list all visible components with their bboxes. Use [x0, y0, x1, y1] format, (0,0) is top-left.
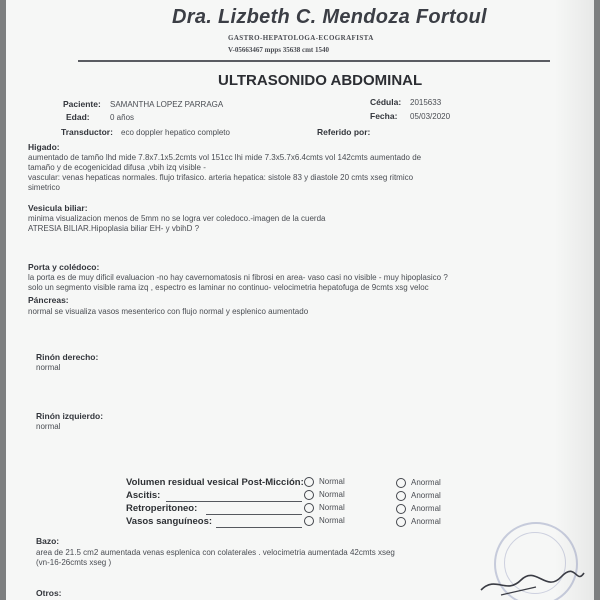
patient-name: SAMANTHA LOPEZ PARRAGA	[110, 100, 224, 109]
date-value: 05/03/2020	[410, 112, 451, 121]
doctor-specialty: GASTRO-HEPATOLOGA-ECOGRAFISTA	[228, 34, 374, 42]
section-label-higado: Higado:	[28, 142, 60, 152]
radio-anormal[interactable]: Anormal	[396, 491, 441, 501]
transducer-label: Transductor:	[61, 127, 113, 137]
checklist-label: Retroperitoneo:	[126, 503, 198, 514]
patient-age: 0 años	[110, 113, 135, 122]
porta-line: la porta es de muy dificil evaluacion -no hay cavernomatosis ni fibrosi en area- vaso casi no visible - muy hipoplasico ?	[28, 273, 448, 282]
rinon-izquierdo-value: normal	[36, 422, 61, 431]
report-page	[6, 0, 594, 600]
higado-line: simetrico	[28, 183, 61, 192]
porta-line: solo un segmento visible rama izq , espectro es laminar no continuo- velocimetria hepatofuga de 9cmts xsg veloc	[28, 283, 429, 292]
radio-normal[interactable]: Normal	[304, 490, 345, 500]
fill-line	[206, 514, 302, 515]
header-rule	[78, 60, 550, 62]
radio-circle-icon	[396, 504, 406, 514]
doctor-registry: V-05663467 mpps 35638 cmt 1540	[228, 46, 329, 54]
patient-name-label: Paciente:	[63, 99, 101, 109]
section-label-vesicula: Vesicula biliar:	[28, 203, 88, 213]
referred-label: Referido por:	[317, 127, 371, 137]
vesicula-line: ATRESIA BILIAR.Hipoplasia biliar EH- y vbihD ?	[28, 224, 200, 233]
radio-circle-icon	[396, 478, 406, 488]
section-label-rinon-izquierdo: Rinón izquierdo:	[36, 411, 104, 421]
section-label-porta: Porta y colédoco:	[28, 262, 100, 272]
radio-anormal[interactable]: Anormal	[396, 478, 441, 488]
checklist-label: Ascitis:	[126, 490, 161, 501]
section-label-otros: Otros:	[36, 588, 62, 598]
rinon-derecho-value: normal	[36, 363, 61, 372]
radio-anormal[interactable]: Anormal	[396, 517, 441, 527]
bazo-line: (vn-16-26cmts xseg )	[36, 558, 112, 567]
radio-anormal[interactable]: Anormal	[396, 504, 441, 514]
vesicula-line: minima visualizacion menos de 5mm no se logra ver coledoco.-imagen de la cuerda	[28, 214, 326, 223]
section-label-bazo: Bazo:	[36, 536, 60, 546]
section-label-pancreas: Páncreas:	[28, 295, 69, 305]
doctor-name: Dra. Lizbeth C. Mendoza Fortoul	[172, 6, 487, 28]
radio-circle-icon	[304, 490, 314, 500]
checklist-label: Vasos sanguíneos:	[126, 516, 213, 527]
date-label: Fecha:	[370, 111, 398, 121]
page-shadow	[554, 0, 594, 600]
fill-line	[166, 501, 302, 502]
pancreas-line: normal se visualiza vasos mesenterico con flujo normal y esplenico aumentado	[28, 307, 309, 316]
fill-line	[216, 527, 302, 528]
radio-circle-icon	[396, 491, 406, 501]
radio-normal[interactable]: Normal	[304, 516, 345, 526]
radio-circle-icon	[396, 517, 406, 527]
radio-circle-icon	[304, 477, 314, 487]
bazo-line: area de 21.5 cm2 aumentada venas esplenica con colaterales . velocimetria aumentada 42cmts xseg	[36, 548, 395, 557]
cedula-value: 2015633	[410, 98, 442, 107]
cedula-label: Cédula:	[370, 97, 402, 107]
section-label-rinon-derecho: Rinón derecho:	[36, 352, 99, 362]
transducer-value: eco doppler hepatico completo	[121, 128, 230, 137]
higado-line: vascular: venas hepaticas normales. flujo trifasico. arteria hepatica: sistole 83 y diastole 20 cmts xseg ritmico	[28, 173, 414, 182]
radio-circle-icon	[304, 516, 314, 526]
radio-circle-icon	[304, 503, 314, 513]
checklist-label: Volumen residual vesical Post-Micción:	[126, 477, 304, 488]
radio-normal[interactable]: Normal	[304, 477, 345, 487]
patient-age-label: Edad:	[66, 112, 90, 122]
higado-line: tamaño y de ecogenicidad difusa ,vbih izq visible -	[28, 163, 206, 172]
higado-line: aumentado de tamño lhd mide 7.8x7.1x5.2cmts vol 151cc lhi mide 7.3x5.7x6.4cmts vol 142cmts aumentado de	[28, 153, 422, 162]
radio-normal[interactable]: Normal	[304, 503, 345, 513]
signature-icon	[476, 565, 586, 600]
report-title: ULTRASONIDO ABDOMINAL	[218, 72, 423, 89]
